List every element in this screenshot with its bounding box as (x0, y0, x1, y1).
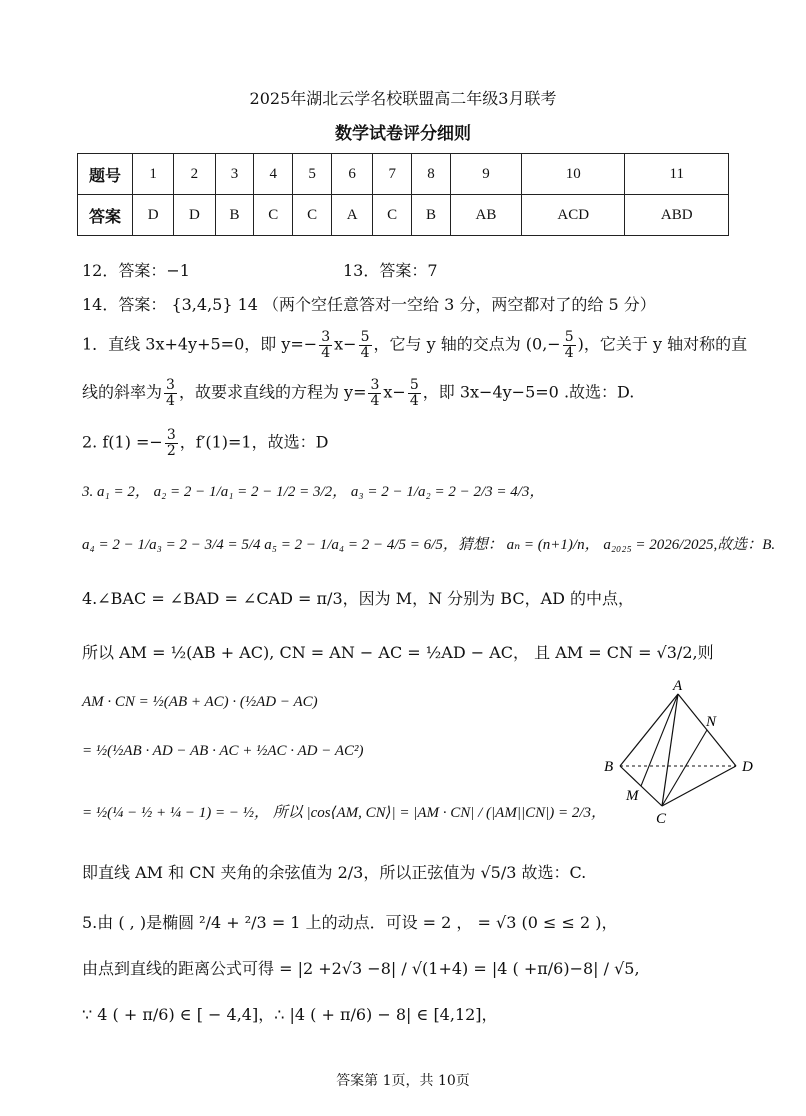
question-number: 3 (215, 154, 254, 195)
solution-3-line-1: 3. a₁ = 2， a₂ = 2 − 1/a₁ = 2 − 1/2 = 3/2， a₃ = 2 − 1/a₂ = 2 − 2/3 = 4/3， (82, 484, 545, 500)
question-number: 6 (332, 154, 373, 195)
answer-q13: 13．答案：7 (343, 261, 438, 280)
answer-cell: AB (450, 195, 521, 236)
solution-1-line-1: 1．直线 3x+4y+5=0，即 y=− $\frac{3}{4}$ x− $\frac{5}{4}$ ，它与 y 轴的交点为 (0,− $\frac{5}{4}$ )，它关于 y 轴对称的直 (82, 329, 748, 361)
solution-1-line-2: 线的斜率为 $\frac{3}{4}$ ，故要求直线的方程为 y= $\frac{3}{4}$ x− $\frac{5}{4}$ ，即 3x−4y−5=0 .故选：D. (82, 377, 635, 409)
answer-cell: D (174, 195, 215, 236)
answer-cell: B (215, 195, 254, 236)
question-number: 10 (522, 154, 625, 195)
answer-cell: ABD (625, 195, 729, 236)
question-number: 8 (412, 154, 451, 195)
question-number: 4 (254, 154, 293, 195)
question-number: 7 (373, 154, 412, 195)
solution-3-line-2: a₄ = 2 − 1/a₃ = 2 − 3/4 = 5/4 a₅ = 2 − 1/a₄ = 2 − 4/5 = 6/5，猜想： aₙ = (n+1)/n， a₂₀₂₅ = 2026/2025,故选：B. (82, 537, 776, 553)
table-row-numbers (78, 154, 729, 195)
page-footer: 答案第 1页，共 10页 (336, 1073, 470, 1089)
solution-4-line-6: 即直线 AM 和 CN 夹角的余弦值为 2/3，所以正弦值为 √5/3 故选：C. (82, 863, 587, 882)
row-label-number: 题号 (78, 154, 133, 195)
solution-4-line-4: = ½(½AB · AD − AB · AC + ½AC · AD − AC²) (82, 743, 364, 759)
solution-4-line-1: 4.∠BAC = ∠BAD = ∠CAD = π/3，因为 M，N 分别为 BC，AD 的中点， (82, 589, 635, 608)
solution-4-line-3: AM · CN = ½(AB + AC) · (½AD − AC) (82, 694, 318, 710)
answer-cell: D (133, 195, 174, 236)
answer-cell: ACD (522, 195, 625, 236)
answer-q14: 14．答案： {3,4,5} 14 （两个空任意答对一空给 3 分，两空都对了的给 5 分） (82, 295, 656, 314)
answer-cell: C (373, 195, 412, 236)
vertex-label-a: A (673, 678, 683, 694)
vertex-label-b: B (604, 759, 614, 775)
tetrahedron-figure (596, 676, 786, 828)
solution-4-line-5: = ½(¼ − ½ + ¼ − 1) = − ½， 所以 |cos⟨AM, CN⟩| = |AM · CN| / (|AM||CN|) = 2/3， (82, 805, 606, 821)
question-number: 5 (293, 154, 332, 195)
solution-2: 2. f(1) =− $\frac{3}{2}$ ，f′(1)=1，故选：D (82, 427, 329, 459)
answer-cell: C (293, 195, 332, 236)
table-row-answers (78, 195, 729, 236)
question-number: 11 (625, 154, 729, 195)
page-subtitle: 数学试卷评分细则 (335, 124, 471, 144)
midpoint-label-n: N (706, 714, 717, 730)
question-number: 9 (450, 154, 521, 195)
answer-cell: C (254, 195, 293, 236)
answer-table (77, 153, 729, 236)
midpoint-label-m: M (626, 788, 639, 804)
answer-q12: 12．答案：−1 (82, 261, 190, 280)
exam-title: 2025年湖北云学名校联盟高二年级3月联考 (249, 89, 557, 108)
row-label-answer: 答案 (78, 195, 133, 236)
question-number: 2 (174, 154, 215, 195)
vertex-label-c: C (656, 811, 667, 827)
question-number: 1 (133, 154, 174, 195)
answer-cell: A (332, 195, 373, 236)
answer-cell: B (412, 195, 451, 236)
solution-4-line-2: 所以 AM = ½(AB + AC), CN = AN − AC = ½AD − AC， 且 AM = CN = √3/2,则 (82, 643, 714, 662)
solution-5-line-3: ∵ 4 ( + π/6) ∈ [ − 4,4]，∴ |4 ( + π/6) − 8| ∈ [4,12]， (82, 1005, 498, 1024)
solution-5-line-2: 由点到直线的距离公式可得 = |2 +2√3 −8| / √(1+4) = |4 ( +π/6)−8| / √5, (82, 959, 640, 978)
solution-5-line-1: 5.由 ( , )是椭圆 ²/4 + ²/3 = 1 上的动点．可设 = 2 ， = √3 (0 ≤ ≤ 2 )， (82, 913, 618, 932)
vertex-label-d: D (742, 759, 753, 775)
